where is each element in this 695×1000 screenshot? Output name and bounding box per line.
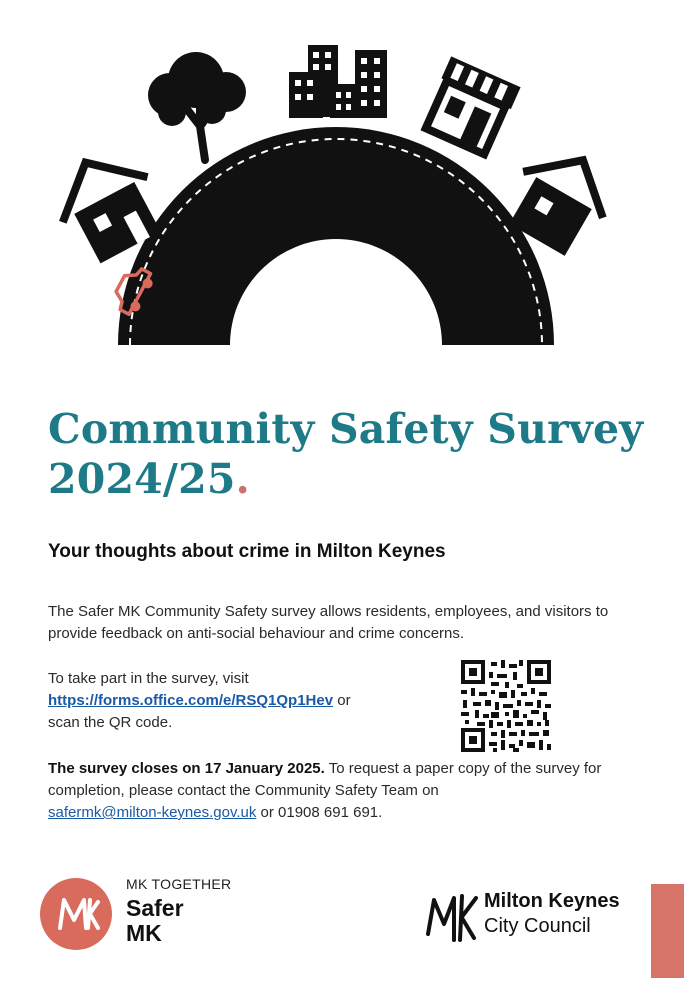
intro-paragraph: The Safer MK Community Safety survey allows residents, employees, and visitors to provide feedback on anti-social behaviour and crime concerns.: [48, 603, 609, 642]
survey-link[interactable]: https://forms.office.com/e/RSQ1Qp1Hev: [48, 692, 334, 709]
mk-logo-icon: [40, 878, 112, 950]
participate-or: or: [333, 692, 351, 709]
mk-together-label: MK TOGETHER: [126, 876, 232, 892]
title-dot: .: [235, 455, 251, 503]
safer-label: Safer: [126, 895, 184, 921]
shop-icon: [420, 56, 520, 156]
participate-prefix: To take part in the survey, visit: [48, 670, 249, 687]
page-title: [48, 404, 643, 504]
safer-mk-logo: [40, 878, 112, 950]
council-mk-icon: [424, 888, 480, 944]
tree-icon: [148, 52, 246, 160]
closing-text: To request a paper copy of the survey for completion, please contact the Community Safety Team on: [48, 760, 602, 799]
title-line1: Community Safety Survey: [48, 405, 644, 453]
participate-paragraph: [48, 668, 428, 734]
safer-mk-wordmark: [126, 896, 184, 946]
hero-illustration: [0, 0, 695, 395]
accent-bar: [651, 884, 684, 978]
road-arch: [118, 127, 554, 345]
participate-suffix: scan the QR code.: [48, 714, 173, 731]
email-link[interactable]: safermk@milton-keynes.gov.uk: [48, 804, 257, 821]
buildings-icon: [289, 45, 387, 118]
title-line2: 2024/25: [48, 455, 236, 503]
mk-label: MK: [126, 920, 162, 946]
council-subname: City Council: [484, 915, 591, 937]
council-name: Milton Keynes: [484, 890, 620, 912]
subtitle: Your thoughts about crime in Milton Keynes: [48, 541, 446, 562]
phone-text: or 01908 691 691.: [256, 804, 383, 821]
closing-paragraph: [48, 758, 628, 824]
qr-code-icon[interactable]: [461, 660, 551, 752]
closing-date: The survey closes on 17 January 2025.: [48, 760, 325, 777]
